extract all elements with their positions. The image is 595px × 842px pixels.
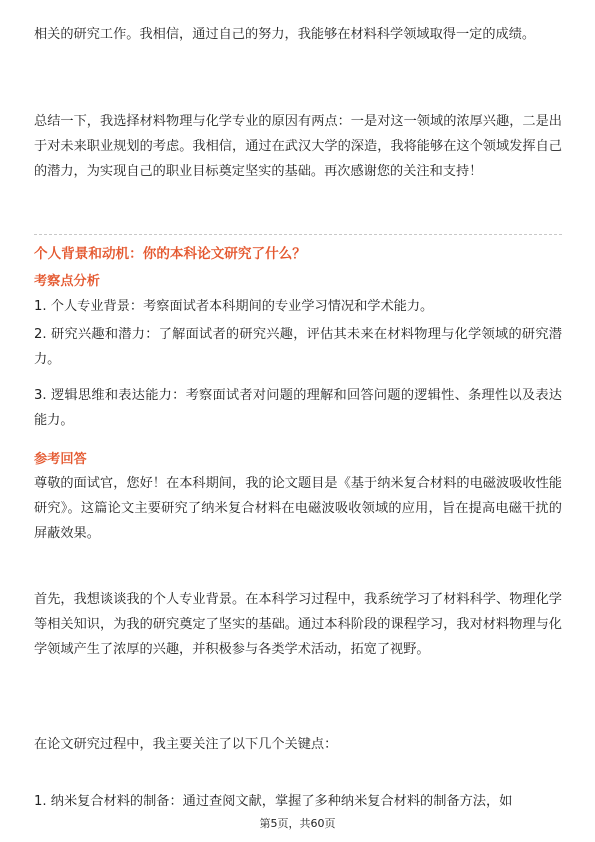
question-title: 个人背景和动机：你的本科论文研究了什么？ [34,246,306,262]
analysis-item: 1. 个人专业背景：考察面试者本科期间的专业学习情况和学术能力。 [34,299,434,314]
analysis-item: 2. 研究兴趣和潜力：了解面试者的研究兴趣，评估其未来在材料物理与化学领域的研究潜力。 [34,327,562,367]
answer-paragraph: 尊敬的面试官，您好！在本科期间，我的论文题目是《基于纳米复合材料的电磁波吸收性能研究》。这篇论文主要研究了纳米复合材料在电磁波吸收领域的应用，旨在提高电磁干扰的屏蔽效果。 [34,476,562,541]
answer-paragraph: 在论文研究过程中，我主要关注了以下几个关键点： [34,737,338,752]
answer-paragraph: 1. 纳米复合材料的制备：通过查阅文献，掌握了多种纳米复合材料的制备方法，如 [34,794,513,809]
paragraph-summary: 总结一下，我选择材料物理与化学专业的原因有两点：一是对这一领域的浓厚兴趣，二是出于对未来职业规划的考虑。我相信，通过在武汉大学的深造，我将能够在这个领域发挥自己的潜力，为实现自己的职业目标奠定坚实的基础。再次感谢您的关注和支持！ [34,114,562,179]
answer-heading: 参考回答 [34,452,87,467]
answer-paragraph: 首先，我想谈谈我的个人专业背景。在本科学习过程中，我系统学习了材料科学、物理化学等相关知识，为我的研究奠定了坚实的基础。通过本科阶段的课程学习，我对材料物理与化学领域产生了浓厚的兴趣，并积极参与各类学术活动，拓宽了视野。 [34,592,562,657]
analysis-item: 3. 逻辑思维和表达能力：考察面试者对问题的理解和回答问题的逻辑性、条理性以及表达能力。 [34,388,562,428]
page-number: 第5页，共60页 [259,817,336,830]
paragraph-conclusion-end: 相关的研究工作。我相信，通过自己的努力，我能够在材料科学领域取得一定的成绩。 [34,27,536,42]
analysis-heading: 考察点分析 [34,274,100,289]
section-divider [34,234,562,235]
